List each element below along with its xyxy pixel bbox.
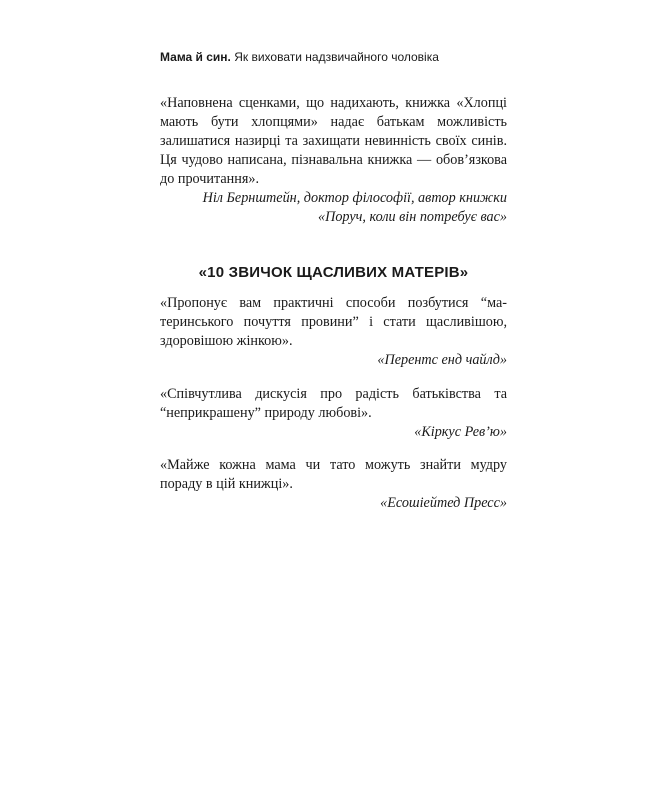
review-blurb-3 — [160, 385, 507, 442]
review-attribution-1-line-2: «Поруч, коли він потребує вас» — [317, 209, 507, 225]
running-head-subtitle: Як виховати надзвичайного чоловіка — [230, 50, 439, 64]
review-quote-2: «Пропонує вам практичні способи позбутися “материнського почуття провини” і стати щасливішою, здоровішою жінкою». — [160, 295, 507, 349]
review-quote-4: «Майже кожна мама чи тато можуть знайти мудру пораду в цій книжці». — [160, 457, 507, 492]
review-quote-3: «Співчутлива дискусія про радість батьківства та “неприкрашену” природу любові». — [160, 386, 507, 421]
review-attribution-1 — [160, 189, 507, 227]
review-blurb-1 — [160, 94, 507, 227]
review-attribution-1-line-1: Ніл Бернштейн, доктор філософії, автор книжки — [202, 190, 507, 206]
running-head-title: Мама й син. — [160, 50, 231, 64]
review-blurb-2 — [160, 294, 507, 370]
review-blurb-4 — [160, 456, 507, 513]
running-head — [160, 50, 520, 64]
section-heading: «10 ЗВИЧОК ЩАСЛИВИХ МАТЕРІВ» — [198, 264, 469, 281]
review-attribution-4: «Есошіейтед Пресс» — [380, 495, 507, 511]
review-attribution-2: «Перентс енд чайлд» — [377, 352, 507, 368]
review-quote-1: «Наповнена сценками, що надихають, книжка «Хлопці мають бути хлопцями» надає батькам можливість залишатися назирці та захищати невинність своїх синів. Ця чудово написана, пізнавальна книжка — обов’язкова до прочитання». — [160, 95, 507, 187]
review-attribution-3: «Кіркус Рев’ю» — [414, 424, 507, 440]
